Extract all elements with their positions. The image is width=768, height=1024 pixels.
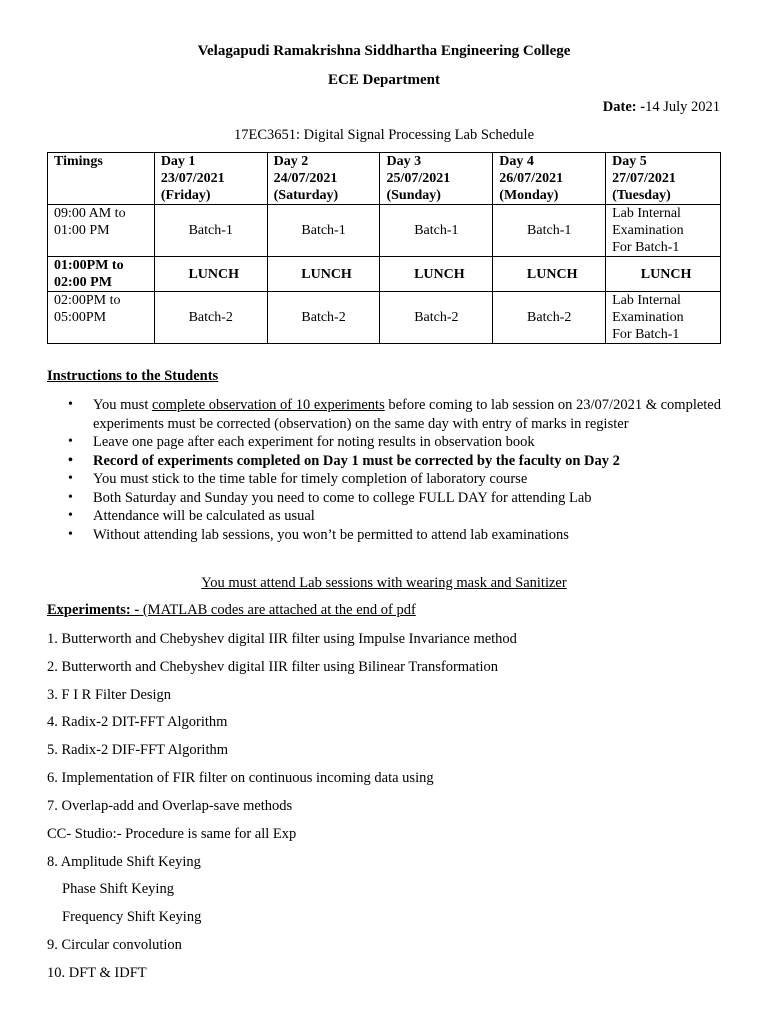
day-header: Day 3 25/07/2021 (Sunday) [380, 153, 493, 205]
instructions-list [47, 396, 768, 544]
date-value: 14 July 2021 [645, 99, 720, 115]
batch-cell: Batch-1 [380, 205, 493, 257]
table-row [48, 292, 721, 344]
lab-schedule-table [47, 152, 721, 344]
list-item: • Record of experiments completed on Day 1 must be corrected by the faculty on Day 2 [93, 452, 768, 471]
list-item: • Without attending lab sessions, you won’t be permitted to attend lab examinations [93, 526, 768, 545]
day-header: Day 2 24/07/2021 (Saturday) [267, 153, 380, 205]
timings-header: Timings [48, 153, 155, 205]
date-label: Date: - [602, 99, 646, 115]
list-item: • Leave one page after each experiment for noting results in observation book [93, 433, 768, 452]
lunch-cell: LUNCH [493, 257, 606, 292]
table-row [48, 205, 721, 257]
experiment-item: 8. Amplitude Shift Keying [47, 854, 201, 870]
list-item: • Both Saturday and Sunday you need to come to college FULL DAY for attending Lab [93, 489, 768, 508]
list-item: • You must stick to the time table for timely completion of laboratory course [93, 470, 768, 489]
experiment-item: 4. Radix-2 DIT-FFT Algorithm [47, 714, 228, 730]
experiment-item: 10. DFT & IDFT [47, 965, 147, 981]
day-header: Day 4 26/07/2021 (Monday) [493, 153, 606, 205]
experiment-subitem: Phase Shift Keying [62, 881, 174, 897]
day-header: Day 5 27/07/2021 (Tuesday) [606, 153, 721, 205]
batch-cell: Batch-2 [493, 292, 606, 344]
mask-note: You must attend Lab sessions with wearing mask and Sanitizer [201, 575, 567, 591]
experiment-item: 7. Overlap-add and Overlap-save methods [47, 798, 293, 814]
experiment-item: 1. Butterworth and Chebyshev digital IIR filter using Impulse Invariance method [47, 631, 517, 647]
document-date [603, 99, 720, 116]
experiment-item: 9. Circular convolution [47, 937, 182, 953]
time-slot-cell: 01:00PM to 02:00 PM [48, 257, 155, 292]
batch-cell: Batch-2 [267, 292, 380, 344]
batch-cell: Batch-1 [493, 205, 606, 257]
experiment-subitem: Frequency Shift Keying [62, 909, 202, 925]
lunch-cell: LUNCH [154, 257, 267, 292]
experiment-item: 5. Radix-2 DIF-FFT Algorithm [47, 742, 228, 758]
college-name: Velagapudi Ramakrishna Siddhartha Engineering College [197, 43, 571, 59]
experiment-item: 3. F I R Filter Design [47, 687, 172, 703]
list-item: • Attendance will be calculated as usual [93, 507, 768, 526]
table-row [48, 257, 721, 292]
instructions-heading: Instructions to the Students [47, 368, 219, 384]
time-slot-cell: 02:00PM to 05:00PM [48, 292, 155, 344]
table-header-row [48, 153, 721, 205]
schedule-title: 17EC3651: Digital Signal Processing Lab Schedule [233, 127, 535, 143]
batch-cell: Batch-1 [267, 205, 380, 257]
experiment-item: 2. Butterworth and Chebyshev digital IIR filter using Bilinear Transformation [47, 659, 499, 675]
exam-cell: Lab Internal Examination For Batch-1 [606, 205, 721, 257]
day-header: Day 1 23/07/2021 (Friday) [154, 153, 267, 205]
list-item: • You must complete observation of 10 experiments before coming to lab session on 23/07/2021 & completed experiments must be corrected (observation) on the same day with entry of marks in register [93, 396, 768, 433]
exam-cell: Lab Internal Examination For Batch-1 [606, 292, 721, 344]
batch-cell: Batch-1 [154, 205, 267, 257]
batch-cell: Batch-2 [380, 292, 493, 344]
experiment-item: 6. Implementation of FIR filter on continuous incoming data using [47, 770, 434, 786]
experiment-item: CC- Studio:- Procedure is same for all Exp [47, 826, 297, 842]
experiments-heading: Experiments: - (MATLAB codes are attached at the end of pdf [47, 602, 416, 618]
lunch-cell: LUNCH [606, 257, 721, 292]
lunch-cell: LUNCH [380, 257, 493, 292]
time-slot-cell: 09:00 AM to 01:00 PM [48, 205, 155, 257]
lunch-cell: LUNCH [267, 257, 380, 292]
department-name: ECE Department [327, 72, 441, 88]
batch-cell: Batch-2 [154, 292, 267, 344]
